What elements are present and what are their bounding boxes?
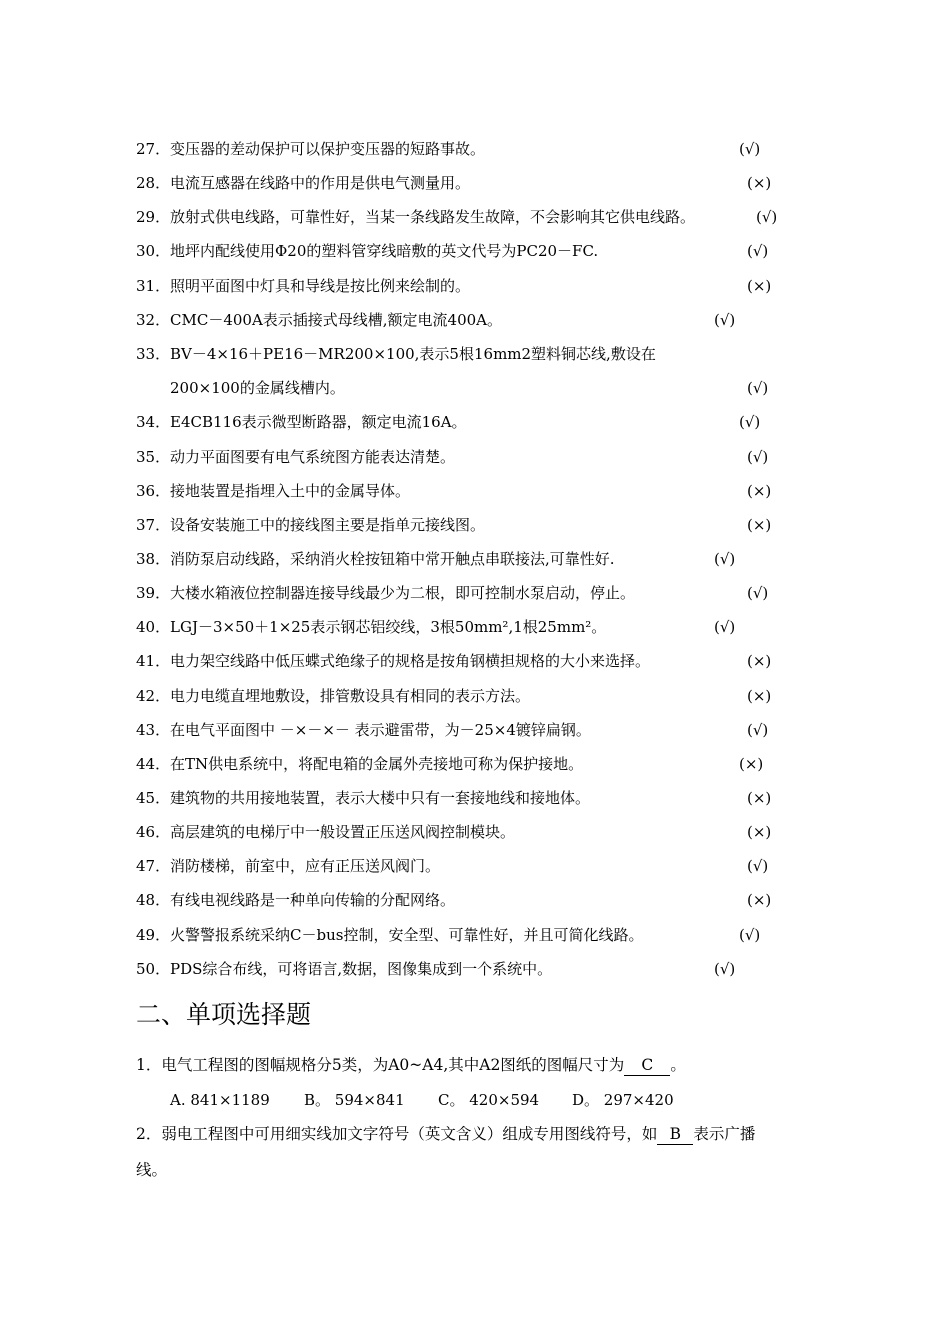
question-text: E4CB116表示微型断路器，额定电流16A。 — [170, 413, 467, 431]
question-number: 37． — [136, 516, 171, 534]
answer-mark: (√) — [714, 960, 736, 978]
question-number: 38． — [136, 550, 171, 568]
answer-mark: (√) — [739, 926, 761, 944]
answer-blank: B — [657, 1124, 693, 1145]
question-row-30 — [136, 239, 598, 263]
question-text: 电力架空线路中低压蝶式绝缘子的规格是按角钢横担规格的大小来选择。 — [170, 652, 651, 670]
question-row-47 — [136, 854, 440, 878]
question-row-32 — [136, 308, 502, 332]
answer-mark: (√) — [747, 584, 769, 602]
question-row-40 — [136, 615, 606, 639]
question-text: LGJ－3×50＋1×25表示钢芯铝绞线，3根50mm²,1根25mm²。 — [170, 618, 607, 636]
question-number: 28． — [136, 174, 171, 192]
question-number: 29． — [136, 208, 171, 226]
question-number: 45． — [136, 789, 171, 807]
answer-mark: (√) — [756, 208, 778, 226]
question-text-continuation: 线。 — [136, 1161, 168, 1179]
question-text: 电流互感器在线路中的作用是供电气测量用。 — [170, 174, 471, 192]
question-row-49 — [136, 923, 643, 947]
option-a: A. 841×1189 — [170, 1091, 270, 1109]
answer-mark: (√) — [747, 379, 769, 397]
question-row-41 — [136, 649, 650, 673]
answer-blank: C — [624, 1055, 670, 1076]
question-row-34 — [136, 410, 467, 434]
question-text: BV－4×16＋PE16－MR200×100,表示5根16mm2塑料铜芯线,敷设在 — [170, 345, 656, 363]
question-text: 大楼水箱液位控制器连接导线最少为二根，即可控制水泵启动，停止。 — [170, 584, 636, 602]
question-text: 2．弱电工程图中可用细实线加文字符号（英文含义）组成专用图线符号，如 — [136, 1125, 658, 1143]
question-number: 27． — [136, 140, 171, 158]
answer-mark: (√) — [714, 311, 736, 329]
question-text: 高层建筑的电梯厅中一般设置正压送风阀控制模块。 — [170, 823, 516, 841]
question-row-42 — [136, 684, 530, 708]
answer-mark: (×) — [747, 516, 772, 534]
question-text: 消防楼梯，前室中，应有正压送风阀门。 — [170, 857, 441, 875]
question-number: 36． — [136, 482, 171, 500]
option-d: D。 297×420 — [572, 1091, 674, 1109]
question-row-27 — [136, 137, 485, 161]
answer-mark: (√) — [747, 857, 769, 875]
question-row-35 — [136, 445, 455, 469]
question-row-28 — [136, 171, 470, 195]
answer-mark: (√) — [714, 550, 736, 568]
question-number: 32． — [136, 311, 171, 329]
answer-mark: (×) — [747, 174, 772, 192]
answer-mark: (√) — [714, 618, 736, 636]
question-text: 有线电视线路是一种单向传输的分配网络。 — [170, 891, 456, 909]
question-row-39 — [136, 581, 635, 605]
question-suffix: 。 — [670, 1056, 686, 1074]
question-text: 火警警报系统采纳C－bus控制，安全型、可靠性好，并且可简化线路。 — [170, 926, 644, 944]
question-text: 在TN供电系统中，将配电箱的金属外壳接地可称为保护接地。 — [170, 755, 584, 773]
question-text: 建筑物的共用接地装置，表示大楼中只有一套接地线和接地体。 — [170, 789, 591, 807]
question-text: CMC－400A表示插接式母线槽,额定电流400A。 — [170, 311, 503, 329]
answer-mark: (×) — [747, 482, 772, 500]
answer-mark: (√) — [739, 140, 761, 158]
question-text: 在电气平面图中 －×－×－ 表示避雷带，为－25×4镀锌扁钢。 — [170, 721, 591, 739]
question-text-continuation: 200×100的金属线槽内。 — [170, 379, 345, 397]
answer-mark: (√) — [739, 413, 761, 431]
answer-mark: (×) — [747, 789, 772, 807]
question-number: 30． — [136, 242, 171, 260]
question-text: 接地装置是指埋入土中的金属导体。 — [170, 482, 411, 500]
question-text: 设备安装施工中的接线图主要是指单元接线图。 — [170, 516, 486, 534]
question-text: 放射式供电线路，可靠性好，当某一条线路发生故障，不会影响其它供电线路。 — [170, 208, 696, 226]
question-row-48 — [136, 888, 455, 912]
question-row-37 — [136, 513, 485, 537]
answer-mark: (√) — [747, 242, 769, 260]
question-number: 48． — [136, 891, 171, 909]
answer-mark: (×) — [747, 823, 772, 841]
question-suffix: 表示广播 — [693, 1125, 756, 1143]
question-number: 42． — [136, 687, 171, 705]
choice-question-2 — [136, 1122, 755, 1146]
question-row-38 — [136, 547, 615, 571]
question-number: 50． — [136, 960, 171, 978]
question-number: 39． — [136, 584, 171, 602]
option-b: B。 594×841 — [304, 1091, 405, 1109]
question-text: 地坪内配线使用Φ20的塑料管穿线暗敷的英文代号为PC20－FC. — [170, 242, 599, 260]
option-c: C。 420×594 — [438, 1091, 540, 1109]
question-row-43 — [136, 718, 591, 742]
question-row-46 — [136, 820, 515, 844]
question-row-44 — [136, 752, 583, 776]
question-number: 35． — [136, 448, 171, 466]
question-text: 照明平面图中灯具和导线是按比例来绘制的。 — [170, 277, 471, 295]
question-text: 1．电气工程图的图幅规格分5类，为A0~A4,其中A2图纸的图幅尺寸为 — [136, 1056, 625, 1074]
question-row-31 — [136, 274, 470, 298]
question-number: 44． — [136, 755, 171, 773]
question-text: 消防泵启动线路，采纳消火栓按钮箱中常开触点串联接法,可靠性好. — [170, 550, 615, 568]
question-number: 31． — [136, 277, 171, 295]
answer-mark: (×) — [747, 277, 772, 295]
answer-mark: (×) — [747, 687, 772, 705]
question-row-50 — [136, 957, 552, 981]
question-number: 34． — [136, 413, 171, 431]
choice-question-1 — [136, 1053, 686, 1077]
question-row-36 — [136, 479, 410, 503]
section-heading: 二、单项选择题 — [136, 1000, 312, 1029]
answer-mark: (√) — [747, 448, 769, 466]
question-text: PDS综合布线，可将语言,数据，图像集成到一个系统中。 — [170, 960, 553, 978]
answer-mark: (×) — [747, 891, 772, 909]
question-number: 33． — [136, 345, 171, 363]
question-row-29 — [136, 205, 695, 229]
question-number: 43． — [136, 721, 171, 739]
question-number: 46． — [136, 823, 171, 841]
question-number: 41． — [136, 652, 171, 670]
answer-mark: (×) — [739, 755, 764, 773]
question-text: 变压器的差动保护可以保护变压器的短路事故。 — [170, 140, 486, 158]
question-text: 动力平面图要有电气系统图方能表达清楚。 — [170, 448, 456, 466]
answer-mark: (√) — [747, 721, 769, 739]
question-text: 电力电缆直埋地敷设，排管敷设具有相同的表示方法。 — [170, 687, 531, 705]
question-number: 49． — [136, 926, 171, 944]
question-number: 47． — [136, 857, 171, 875]
question-number: 40． — [136, 618, 171, 636]
answer-mark: (×) — [747, 652, 772, 670]
question-row-33 — [136, 342, 656, 366]
question-row-45 — [136, 786, 590, 810]
